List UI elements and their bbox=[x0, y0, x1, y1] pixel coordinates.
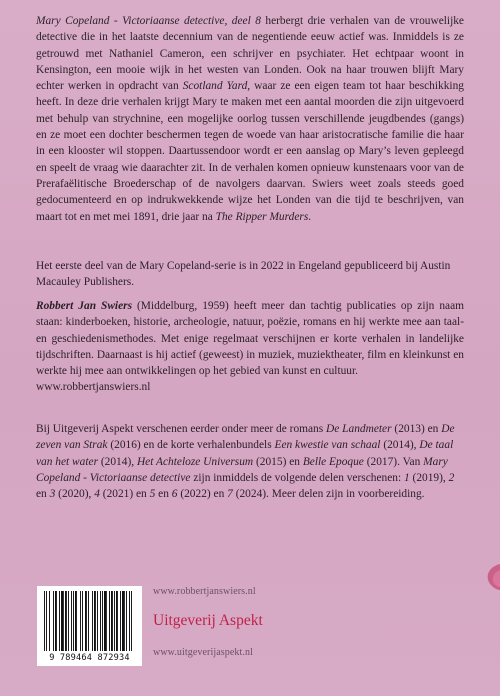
ripper-murders: The Ripper Murders bbox=[215, 210, 309, 223]
series-title: Mary Copeland - Victoriaanse detective bbox=[36, 455, 448, 484]
flower-petal-decoration bbox=[478, 560, 500, 594]
series-title: Mary Copeland - Victoriaanse detective, deel 8 bbox=[36, 15, 261, 27]
book-title: De Landmeter bbox=[326, 423, 392, 435]
synopsis-paragraph bbox=[36, 13, 464, 225]
synopsis-text-1: herbergt drie verhalen van de vrouwelijke detective die in het laatste decennium van de negentiende eeuw actief was. Inmiddels is ze getrouwd met Nathaniel Cameron, een schrijver en psychiater. Het echtpaar woont in Kensington, een mooie wijk in het westen van Londen. Ook na haar trouwen blijft Mary echter werken in opdracht van bbox=[36, 15, 464, 93]
barcode-bar bbox=[73, 591, 74, 651]
barcode-bar bbox=[85, 591, 87, 651]
other-works: Bij Uitgeverij Aspekt verschenen eerder onder meer de romans De Landmeter (2013) en De zeven van Strak (2016) en de korte verhalenbundels Een kwestie van schaal (2014), De taal van het water (2014), Het Achteloze Universum (2015) en Belle Epoque (2017). Van Mary Copeland - Victoriaanse detective zijn inmiddels de volgende delen verschenen: 1 (2019), 2 en 3 (2020), 4 (2021) en 5 en 6 (2022) en 7 (2024). Meer delen zijn in voorbereiding. bbox=[36, 423, 455, 501]
author-name: Robbert Jan Swiers bbox=[36, 300, 133, 312]
isbn-number: 9 789464 872934 bbox=[49, 653, 130, 663]
barcode-bar bbox=[126, 591, 127, 651]
barcode-bar bbox=[68, 591, 69, 651]
barcode-bar bbox=[120, 591, 121, 651]
barcode-bar bbox=[100, 591, 101, 651]
barcode-bar bbox=[97, 591, 98, 651]
volume-number: 1 bbox=[403, 471, 410, 484]
barcode-bar bbox=[53, 591, 54, 651]
barcode-bar bbox=[92, 591, 93, 651]
barcode-bar bbox=[44, 591, 45, 651]
author-website: www.robbertjanswiers.nl bbox=[36, 381, 151, 394]
synopsis-end: . bbox=[308, 210, 312, 223]
barcode-bar bbox=[129, 591, 130, 651]
barcode-bar bbox=[61, 591, 64, 651]
book-title: Een kwestie van schaal bbox=[274, 439, 381, 452]
barcode-bar bbox=[104, 591, 107, 651]
scotland-yard: Scotland Yard bbox=[182, 80, 248, 93]
barcode-bar bbox=[114, 591, 115, 651]
volume-number: 6 bbox=[171, 488, 178, 501]
barcode-bar bbox=[80, 591, 81, 651]
barcode-bar bbox=[109, 591, 110, 651]
barcode-bar bbox=[94, 591, 96, 651]
barcode-bars bbox=[44, 591, 136, 651]
volume-number: 5 bbox=[149, 488, 156, 501]
author-site-footer: www.robbertjanswiers.nl bbox=[153, 586, 256, 597]
barcode-bar bbox=[111, 591, 113, 651]
volume-number: 2 bbox=[448, 471, 455, 484]
volume-number: 4 bbox=[94, 488, 100, 501]
volume-number: 7 bbox=[227, 488, 233, 501]
volume-number: 3 bbox=[49, 488, 56, 501]
barcode-bar bbox=[116, 591, 118, 651]
synopsis-text-2: , waar ze een eigen team tot haar beschikking heeft. In deze drie verhalen krijgt Mary te maken met een aantal moorden die zijn uitgevoerd met behulp van strychnine, een mogelijke oorlog tussen verschillende jeugdbendes (gangs) en ze moet een dochter beschermen tegen de woede van haar aristocratische familie die haar in een klooster wil stoppen. Daartussendoor wordt er een aanslag op Mary’s leven gepleegd en speelt de vraag wie daarachter zit. In de verhalen komen opnieuw kunstenaars voor van de Prerafaëlitische Broederschap of de navolgers daarvan. Swiers weet zoals steeds goed gedocumenteerd en op indrukwekkende wijze het Londen van die tijd te beschrijven, van maart tot en met mei 1891, drie jaar na bbox=[36, 80, 464, 223]
publisher-website: www.uitgeverijaspekt.nl bbox=[153, 647, 253, 658]
author-bio-text: (Middelburg, 1959) heeft meer dan tachtig publicaties op zijn naam staan: kinderboeken, historie, archeologie, natuur, poëzie, romans en hij werkte mee aan taal- en geschiedenismethodes. Met enige regelmaat verschijnen er korte verhalen in landelijke tijdschriften. Daarnaast is hij actief (geweest) in muziek, muziektheater, film en kleinkunst en werkte hij mee aan ontwikkelingen op het gebied van kunst en cultuur. bbox=[36, 300, 464, 378]
barcode-bar bbox=[49, 591, 50, 651]
book-title: De taal van het water bbox=[36, 439, 454, 468]
book-title: Belle Epoque bbox=[302, 455, 364, 468]
barcode-bar bbox=[102, 591, 103, 651]
publication-note bbox=[36, 258, 464, 291]
barcode-bar bbox=[82, 591, 83, 651]
publisher-logo-text: Uitgeverij Aspekt bbox=[153, 612, 263, 629]
book-title: De zeven van Strak bbox=[36, 423, 455, 452]
barcode-bar bbox=[131, 591, 132, 651]
author-bio bbox=[36, 298, 464, 396]
barcode-bar bbox=[71, 591, 72, 651]
barcode-bar bbox=[88, 591, 89, 651]
barcode-bar bbox=[75, 591, 77, 651]
barcode-bar bbox=[46, 591, 47, 651]
barcode-bar bbox=[122, 591, 125, 651]
isbn-barcode bbox=[37, 586, 142, 666]
barcode-bar bbox=[55, 591, 57, 651]
book-title: Het Achteloze Universum bbox=[136, 455, 254, 468]
publication-note-text: Het eerste deel van de Mary Copeland-serie is in 2022 in Engeland gepubliceerd bij Austin Macauley Publishers. bbox=[36, 260, 451, 289]
barcode-bar bbox=[65, 591, 67, 651]
barcode-bar bbox=[59, 591, 60, 651]
